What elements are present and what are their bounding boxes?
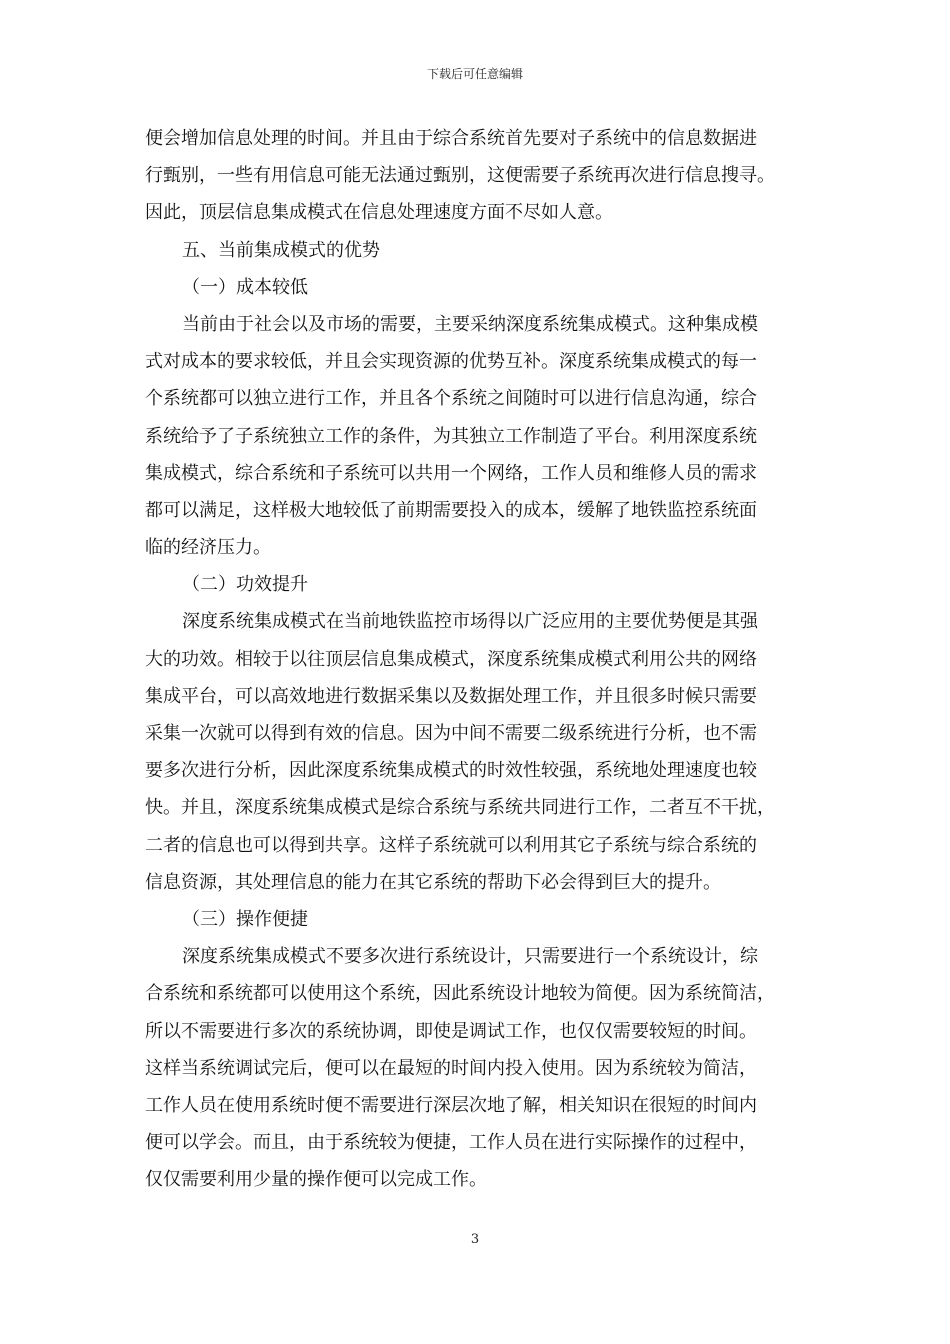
text-line: 系统给予了子系统独立工作的条件，为其独立工作制造了平台。利用深度系统 bbox=[145, 425, 757, 447]
text-line: 个系统都可以独立进行工作，并且各个系统之间随时可以进行信息沟通，综合 bbox=[145, 388, 757, 410]
paragraph-first-line: 当前由于社会以及市场的需要，主要采纳深度系统集成模式。这种集成模 bbox=[182, 313, 758, 335]
subsection-heading: （一）成本较低 bbox=[182, 276, 308, 298]
text-line: 集成模式，综合系统和子系统可以共用一个网络，工作人员和维修人员的需求 bbox=[145, 462, 757, 484]
text-line: 式对成本的要求较低，并且会实现资源的优势互补。深度系统集成模式的每一 bbox=[145, 351, 757, 373]
text-line: 大的功效。相较于以往顶层信息集成模式，深度系统集成模式利用公共的网络 bbox=[145, 648, 757, 670]
subsection-heading: （二）功效提升 bbox=[182, 574, 308, 596]
subsection-heading: （三）操作便捷 bbox=[182, 908, 308, 930]
text-line: 便会增加信息处理的时间。并且由于综合系统首先要对子系统中的信息数据进 bbox=[145, 128, 757, 149]
text-line: 快。并且，深度系统集成模式是综合系统与系统共同进行工作，二者互不干扰， bbox=[145, 797, 775, 819]
section-heading: 五、当前集成模式的优势 bbox=[182, 239, 380, 261]
text-line: 因此，顶层信息集成模式在信息处理速度方面不尽如人意。 bbox=[145, 202, 613, 224]
text-line: 便可以学会。而且，由于系统较为便捷，工作人员在进行实际操作的过程中， bbox=[145, 1132, 757, 1154]
text-line: 要多次进行分析，因此深度系统集成模式的时效性较强，系统地处理速度也较 bbox=[145, 760, 757, 782]
text-line: 集成平台，可以高效地进行数据采集以及数据处理工作，并且很多时候只需要 bbox=[145, 685, 757, 707]
text-line: 仅仅需要利用少量的操作便可以完成工作。 bbox=[145, 1169, 487, 1191]
page-number: 3 bbox=[470, 1232, 480, 1247]
paragraph-first-line: 深度系统集成模式不要多次进行系统设计，只需要进行一个系统设计，综 bbox=[182, 946, 758, 968]
text-line: 工作人员在使用系统时便不需要进行深层次地了解，相关知识在很短的时间内 bbox=[145, 1094, 757, 1116]
text-line: 临的经济压力。 bbox=[145, 537, 271, 559]
text-line: 信息资源，其处理信息的能力在其它系统的帮助下必会得到巨大的提升。 bbox=[145, 871, 721, 893]
text-line: 所以不需要进行多次的系统协调，即使是调试工作，也仅仅需要较短的时间。 bbox=[145, 1020, 757, 1042]
page-header: 下载后可任意编辑 bbox=[426, 67, 523, 81]
text-line: 采集一次就可以得到有效的信息。因为中间不需要二级系统进行分析，也不需 bbox=[145, 723, 757, 744]
text-line: 都可以满足，这样极大地较低了前期需要投入的成本，缓解了地铁监控系统面 bbox=[145, 499, 757, 521]
text-line: 这样当系统调试完后，便可以在最短的时间内投入使用。因为系统较为简洁， bbox=[145, 1057, 757, 1079]
text-line: 行甄别，一些有用信息可能无法通过甄别，这便需要子系统再次进行信息搜寻。 bbox=[145, 165, 775, 187]
paragraph-first-line: 深度系统集成模式在当前地铁监控市场得以广泛应用的主要优势便是其强 bbox=[182, 611, 758, 633]
text-line: 二者的信息也可以得到共享。这样子系统就可以利用其它子系统与综合系统的 bbox=[145, 834, 757, 856]
text-line: 合系统和系统都可以使用这个系统，因此系统设计地较为简便。因为系统简洁， bbox=[145, 983, 775, 1005]
document-body bbox=[145, 120, 810, 1198]
